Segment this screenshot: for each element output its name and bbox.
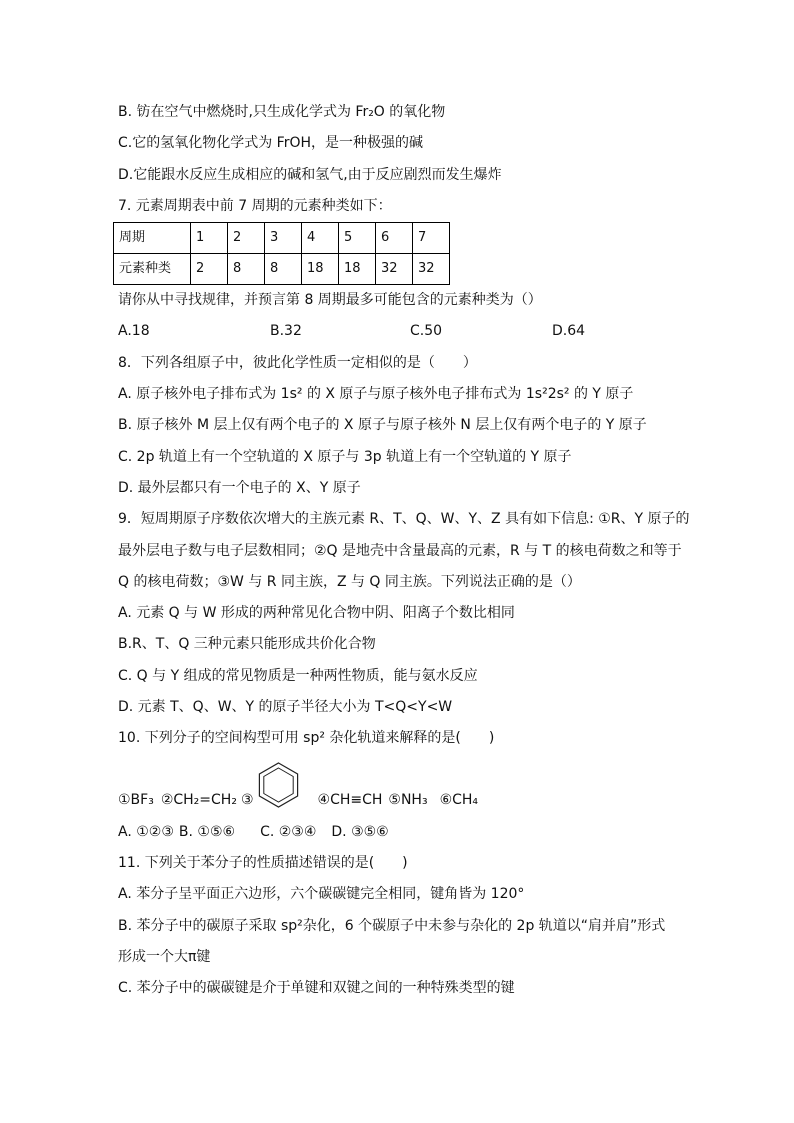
q8-option-a: A. 原子核外电子排布式为 1s² 的 X 原子与原子核外电子排布式为 1s²2s² 的 Y 原子 [118,386,634,403]
q7-option-b: B.32 [270,323,302,340]
molecule-ethylene: ②CH₂=CH₂ [160,792,237,809]
q10-option-d: D. ③⑤⑥ [331,823,389,840]
q7-option-a: A.18 [118,323,150,340]
q6-option-c: C.它的氢氧化物化学式为 FrOH，是一种极强的碱 [118,135,424,152]
table-cell: 周期 [114,223,191,254]
q10-option-b: B. ①⑤⑥ [178,823,236,840]
q11-option-a: A. 苯分子呈平面正六边形，六个碳碳键完全相同，键角皆为 120° [118,886,525,903]
q8-option-c: C. 2p 轨道上有一个空轨道的 X 原子与 3p 轨道上有一个空轨道的 Y 原子 [118,448,572,465]
table-cell: 2 [191,254,228,285]
table-cell: 32 [376,254,413,285]
q7-option-c: C.50 [410,323,443,340]
q9-stem-line: 9．短周期原子序数依次增大的主族元素 R、T、Q、W、Y、Z 具有如下信息: ①R、Y 原子的 [118,511,690,528]
q9-option-c: C. Q 与 Y 组成的常见物质是一种两性物质，能与氨水反应 [118,667,478,684]
q11-option-b: B. 苯分子中的碳原子采取 sp²杂化，6 个碳原子中未参与杂化的 2p 轨道以“肩并肩”形式 [118,917,666,934]
table-header-row [114,223,450,254]
benzene-ring-icon [258,761,299,809]
table-cell: 3 [265,223,302,254]
molecule-label-3: ③ [240,792,254,809]
table-cell: 18 [339,254,376,285]
q10-option-c: C. ②③④ [260,823,317,840]
q7-options [118,316,794,347]
table-cell: 8 [228,254,265,285]
q9-option-d: D. 元素 T、Q、W、Y 的原子半径大小为 T<Q<Y<W [118,699,453,716]
q11-option-c: C. 苯分子中的碳碳键是介于单键和双键之间的一种特殊类型的键 [118,980,515,997]
table-cell: 8 [265,254,302,285]
q10-stem: 10. 下列分子的空间构型可用 sp² 杂化轨道来解释的是( ) [118,730,495,747]
molecule-methane: ⑥CH₄ [439,792,479,809]
molecule-bf3: ①BF₃ [118,792,154,809]
q11-stem: 11. 下列关于苯分子的性质描述错误的是( ) [118,854,408,871]
table-cell: 元素种类 [114,254,191,285]
q9-stem-line: 最外层电子数与电子层数相同；②Q 是地壳中含量最高的元素，R 与 T 的核电荷数之和等于 [118,542,682,559]
table-data-row [114,254,450,285]
table-cell: 32 [413,254,450,285]
q7-option-d: D.64 [552,323,586,340]
table-cell: 5 [339,223,376,254]
q11-option-b-continued: 形成一个大π键 [118,948,211,965]
q10-option-a: A. ①②③ [118,823,174,840]
molecule-acetylene: ④CH≡CH [317,792,383,809]
q6-option-b: B. 钫在空气中燃烧时,只生成化学式为 Fr₂O 的氧化物 [118,104,446,120]
table-cell: 6 [376,223,413,254]
table-cell: 1 [191,223,228,254]
table-cell: 7 [413,223,450,254]
q8-option-d: D. 最外层都只有一个电子的 X、Y 原子 [118,479,361,496]
q9-stem-line: Q 的核电荷数；③W 与 R 同主族，Z 与 Q 同主族。下列说法正确的是（） [118,573,581,590]
molecule-ammonia: ⑤NH₃ [388,792,428,809]
q7-stem: 7. 元素周期表中前 7 周期的元素种类如下： [118,197,392,214]
q8-option-b: B. 原子核外 M 层上仅有两个电子的 X 原子与原子核外 N 层上仅有两个电子的 Y 原子 [118,417,647,434]
table-cell: 4 [302,223,339,254]
q9-option-a: A. 元素 Q 与 W 形成的两种常见化合物中阴、阳离子个数比相同 [118,605,515,622]
q6-option-d: D.它能跟水反应生成相应的碱和氢气,由于反应剧烈而发生爆炸 [118,166,502,183]
q10-molecule-list [118,755,794,817]
table-cell: 18 [302,254,339,285]
q8-stem: 8．下列各组原子中，彼此化学性质一定相似的是（ ） [118,354,477,371]
q7-question: 请你从中寻找规律，并预言第 8 周期最多可能包含的元素种类为（） [118,292,542,309]
period-element-table [113,222,450,285]
table-cell: 2 [228,223,265,254]
q9-option-b: B.R、T、Q 三种元素只能形成共价化合物 [118,636,376,653]
q10-options [118,817,794,848]
